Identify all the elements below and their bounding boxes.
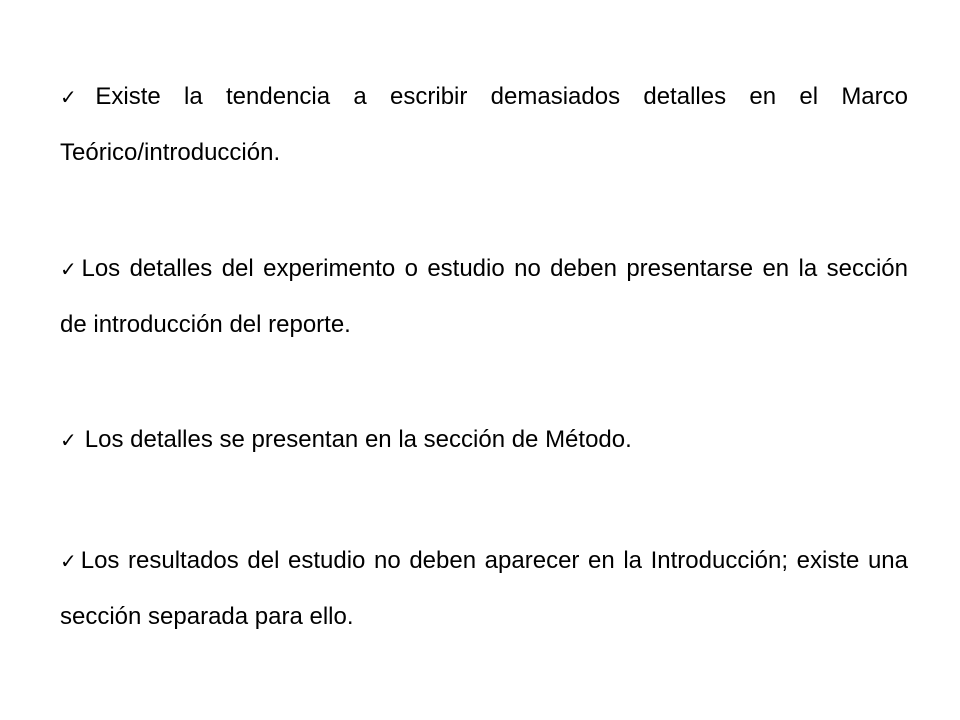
- checkmark-icon: ✓: [60, 549, 79, 573]
- bullet-item: [60, 533, 908, 645]
- bullet-text: Los resultados del estudio no deben aparecer en la Introducción; existe una sección separada para ello.: [60, 547, 909, 630]
- bullet-text: Existe la tendencia a escribir demasiados detalles en el Marco Teórico/introducción.: [60, 83, 908, 166]
- bullet-text: Los detalles se presentan en la sección de Método.: [84, 426, 632, 453]
- bullet-item: [60, 241, 908, 353]
- checkmark-icon: ✓: [60, 257, 80, 281]
- bullet-item: [60, 412, 908, 468]
- bullet-text: Los detalles del experimento o estudio no deben presentarse en la sección de introducción del reporte.: [60, 255, 908, 338]
- checkmark-icon: ✓: [60, 85, 94, 109]
- bullet-item: [60, 69, 908, 181]
- checkmark-icon: ✓: [60, 428, 77, 452]
